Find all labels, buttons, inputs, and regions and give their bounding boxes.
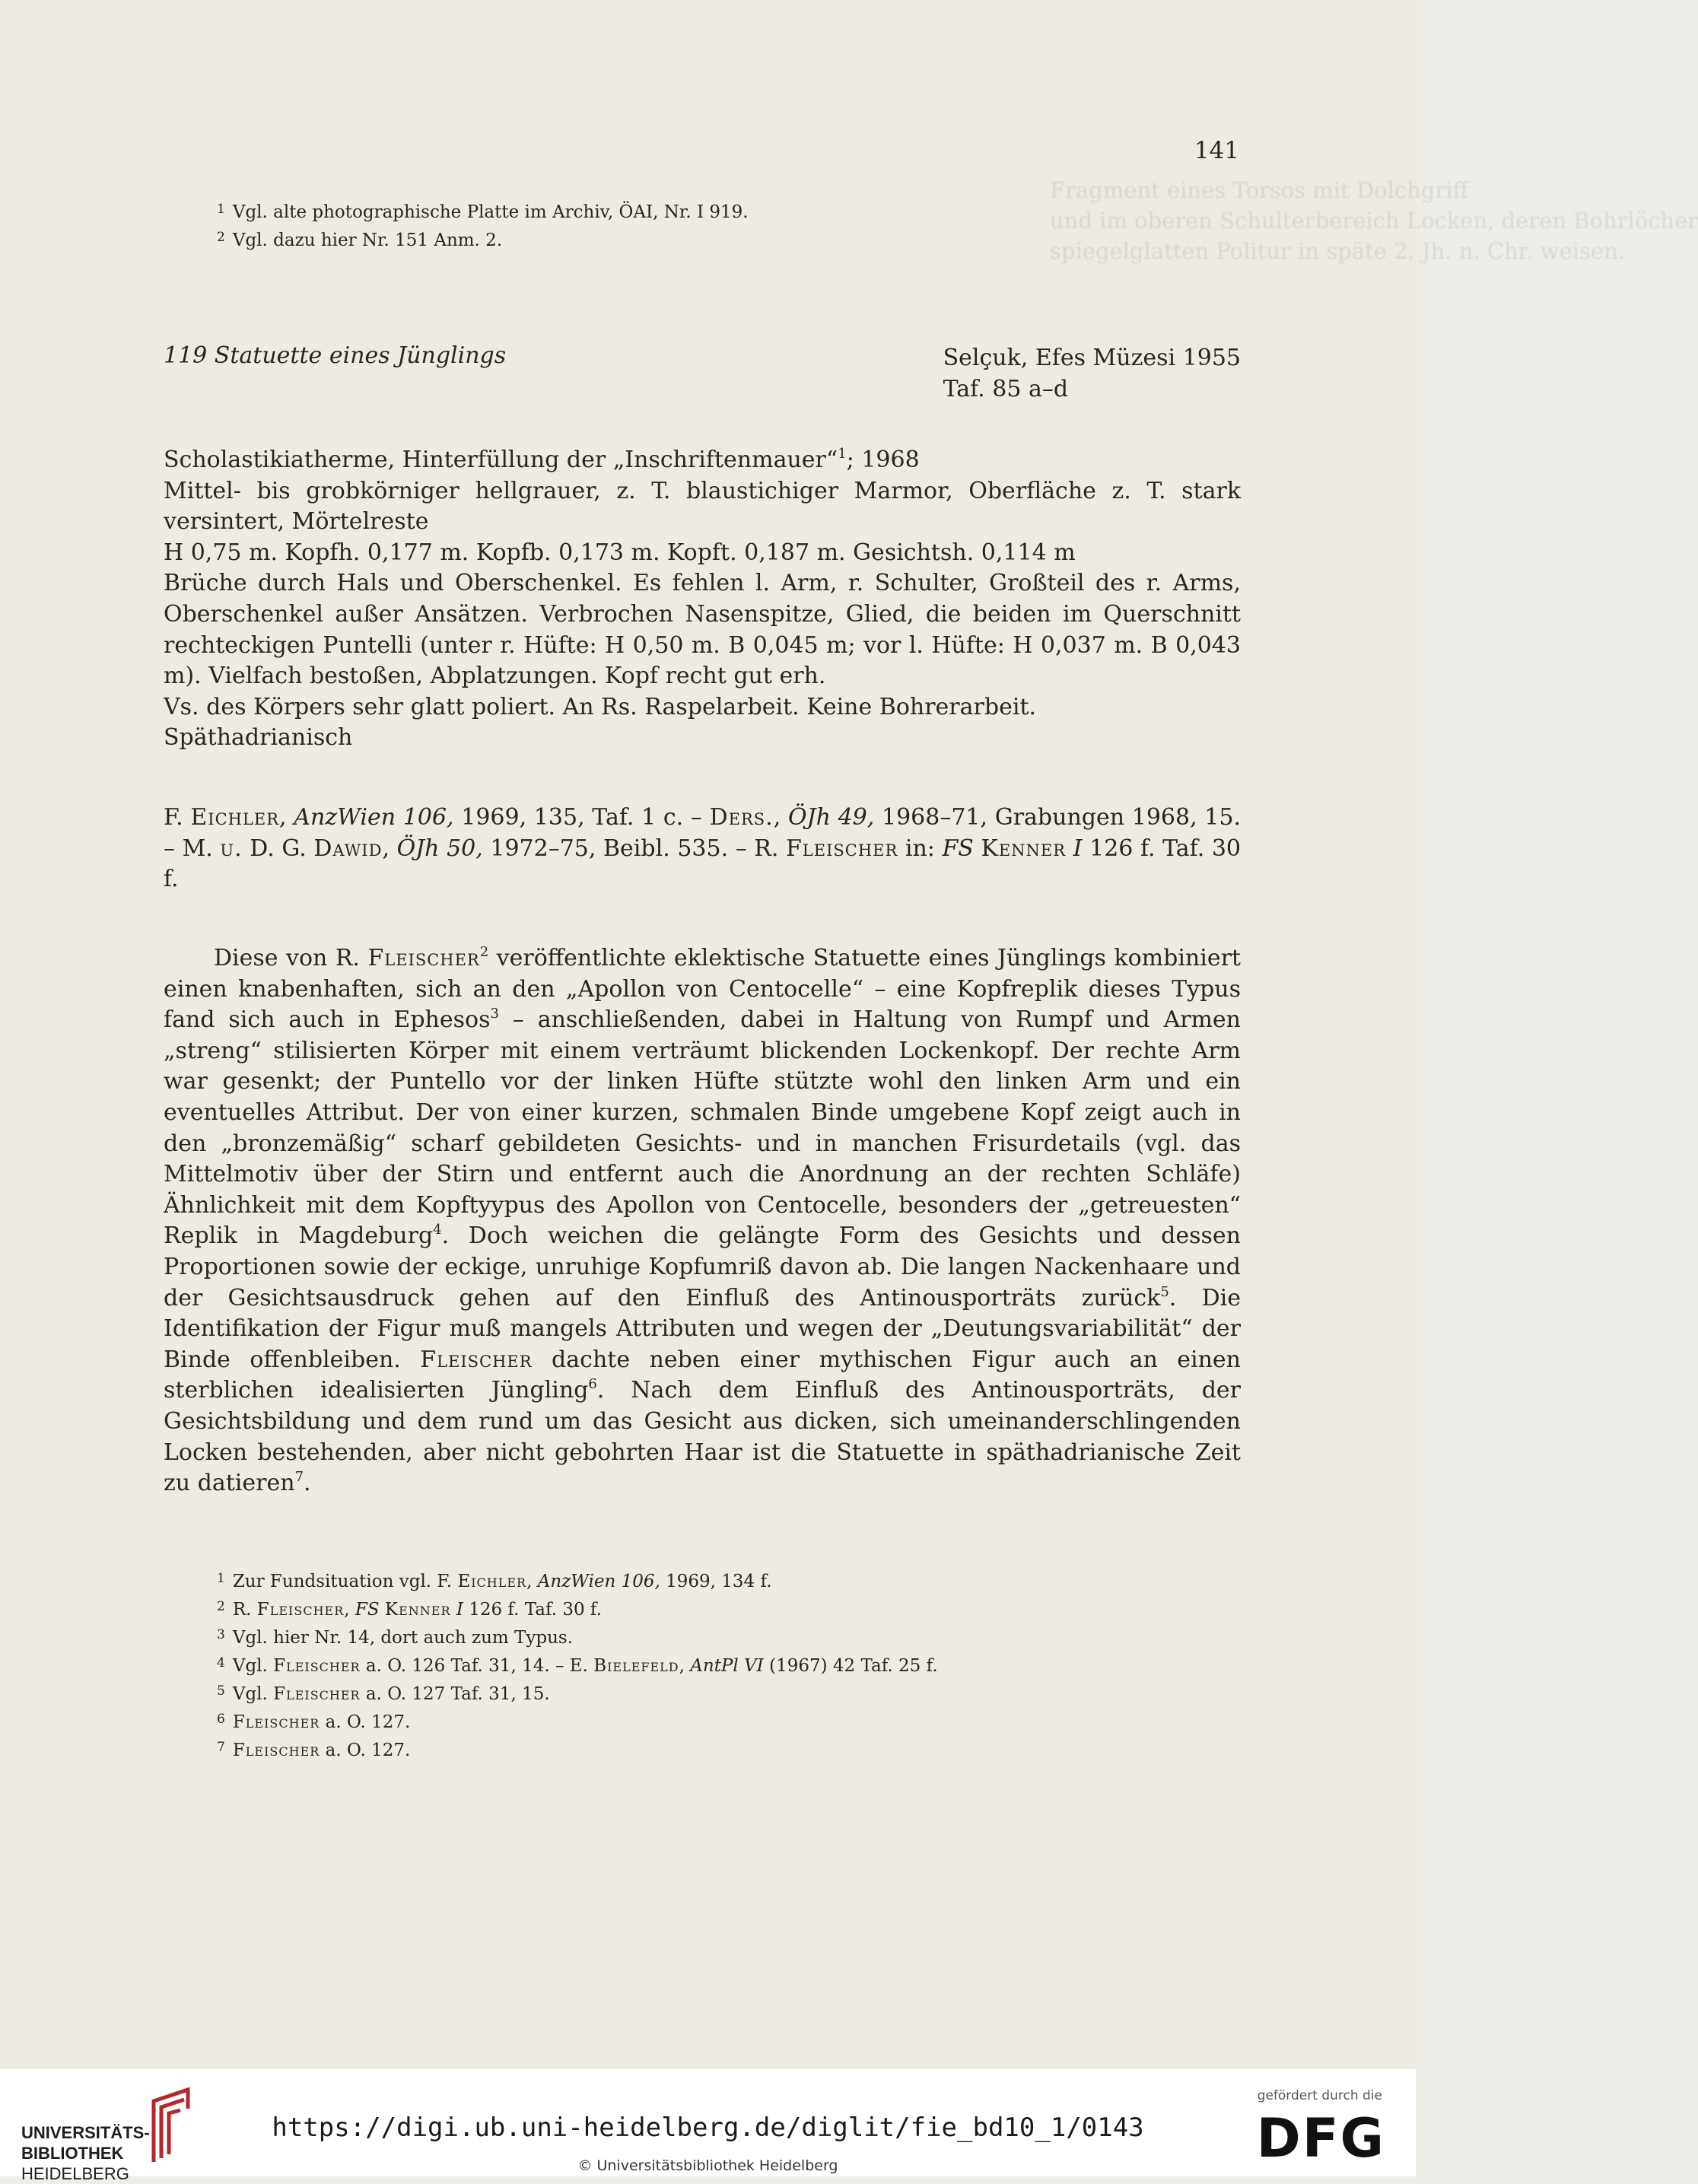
top-footnotes	[217, 197, 749, 253]
footnote: $^1$ Zur Fundsituation vgl. F. Eichler, AnzWien 106, 1969, 134 f.	[217, 1571, 772, 1591]
entry-plate: Taf. 85 a–d	[943, 376, 1069, 402]
find-context: Scholastikiatherme, Hinterfüllung der „Inschriftenmauer“$^1$; 1968	[164, 446, 920, 473]
dating: Späthadrianisch	[164, 724, 353, 752]
library-logo[interactable]: UNIVERSITÄTS- BIBLIOTHEK HEIDELBERG	[21, 2123, 150, 2183]
literature: F. Eichler, AnzWien 106, 1969, 135, Taf. 1 c. – Ders., ÖJh 49, 1968–71, Grabungen 1968, 15. – M. u. D. G. Dawid, ÖJh 50, 1972–75, Beibl. 535. – R. Fleischer in: FS Kenner I 126 f. Taf. 30 f.	[164, 804, 1242, 893]
footnote: $^3$ Vgl. hier Nr. 14, dort auch zum Typus.	[217, 1627, 574, 1648]
entry-metadata	[164, 445, 1241, 754]
entry-location: Selçuk, Efes Müzesi 1955	[943, 345, 1241, 371]
footnote: $^2$ Vgl. dazu hier Nr. 151 Anm. 2.	[217, 230, 503, 250]
dfg-logo[interactable]: DFG	[1256, 2107, 1385, 2170]
copyright-notice: © Universitätsbibliothek Heidelberg	[577, 2157, 838, 2174]
footnote: $^2$ R. Fleischer, FS Kenner I 126 f. Taf. 30 f.	[217, 1599, 602, 1620]
sponsor-label: gefördert durch die	[1257, 2088, 1382, 2103]
footnote: $^6$ Fleischer a. O. 127.	[217, 1712, 411, 1732]
permalink-url[interactable]: https://digi.ub.uni-heidelberg.de/diglit/fie_bd10_1/0143	[272, 2112, 1144, 2143]
footnote: $^5$ Vgl. Fleischer a. O. 127 Taf. 31, 15.	[217, 1683, 550, 1704]
material: Mittel- bis grobkörniger hellgrauer, z. T. blaustichiger Marmor, Oberfläche z. T. stark versintert, Mörtelreste	[164, 477, 1241, 536]
entry-title: 119 Statuette eines Jünglings	[164, 342, 507, 369]
bottom-footnotes	[217, 1566, 938, 1763]
entry-location-block	[943, 342, 1241, 405]
bleed-through-text: Fragment eines Torsos mit Dolchgriff und im oberen Schulterbereich Locken, deren Bohrlöcher spiegelglatten Politur in späte 2. Jh. n. Chr. weisen.	[1050, 177, 1698, 264]
page-number: 141	[1194, 137, 1239, 164]
surface: Vs. des Körpers sehr glatt poliert. An Rs. Raspelarbeit. Keine Bohrerarbeit.	[164, 693, 1037, 720]
main-text: Diese von R. Fleischer$^2$ veröffentlichte eklektische Statuette eines Jünglings kombiniert einen knabenhaften, sich an den „Apollon von Centocelle“ – eine Kopfreplik dieses Typus fand sich auch in Ephesos$^3$ – anschließenden, dabei in Haltung von Rumpf und Armen „streng“ stilisierten Körper mit einem verträumt blickenden Lockenkopf. Der rechte Arm war gesenkt; der Puntello vor der linken Hüfte stützte wohl den linken Arm und ein eventuelles Attribut. Der von einer kurzen, schmalen Binde umgebene Kopf zeigt auch in den „bronzemäßig“ scharf gebildeten Gesichts- und in manchen Frisurdetails (vgl. das Mittelmotiv über der Stirn und entfernt auch die Anordnung an der rechten Schläfe) Ähnlichkeit mit dem Kopftyypus des Apollon von Centocelle, besonders der „getreuesten“ Replik in Magdeburg$^4$. Doch weichen die gelängte Form des Gesichts und dessen Proportionen sowie der eckige, unruhige Kopfumriß davon ab. Die langen Nackenhaare und der Gesichtsausdruck gehen auf den Einfluß des Antinousporträts zurück$^5$. Die Identifikation der Figur muß mangels Attributen und wegen der „Deutungsvariabilität“ der Binde offenbleiben. Fleischer dachte neben einer mythischen Figur auch an einen sterblichen idealisierten Jüngling$^6$. Nach dem Einfluß des Antinousporträts, der Gesichtsbildung und dem rund um das Gesicht aus dicken, sich umeinanderschlingenden Locken bestehenden, aber nicht gebohrten Haar ist die Statuette in späthadrianische Zeit zu datieren$^7$.	[164, 944, 1242, 1497]
condition: Brüche durch Hals und Oberschenkel. Es fehlen l. Arm, r. Schulter, Großteil des r. Arms, Oberschenkel außer Ansätzen. Verbrochen Nasenspitze, Glied, die beiden im Querschnitt rechteckigen Puntelli (unter r. Hüfte: H 0,50 m. B 0,045 m; vor l. Hüfte: H 0,037 m. B 0,043 m). Vielfach bestoßen, Abplatzungen. Kopf recht gut erh.	[164, 570, 1241, 690]
dimensions: H 0,75 m. Kopfh. 0,177 m. Kopfb. 0,173 m. Kopft. 0,187 m. Gesichtsh. 0,114 m	[164, 539, 1076, 566]
footnote: $^4$ Vgl. Fleischer a. O. 126 Taf. 31, 14. – E. Bielefeld, AntPl VI (1967) 42 Taf. 25 f.	[217, 1655, 938, 1676]
footnote: $^7$ Fleischer a. O. 127.	[217, 1740, 411, 1760]
footnote: $^1$ Vgl. alte photographische Platte im Archiv, ÖAI, Nr. I 919.	[217, 202, 749, 222]
